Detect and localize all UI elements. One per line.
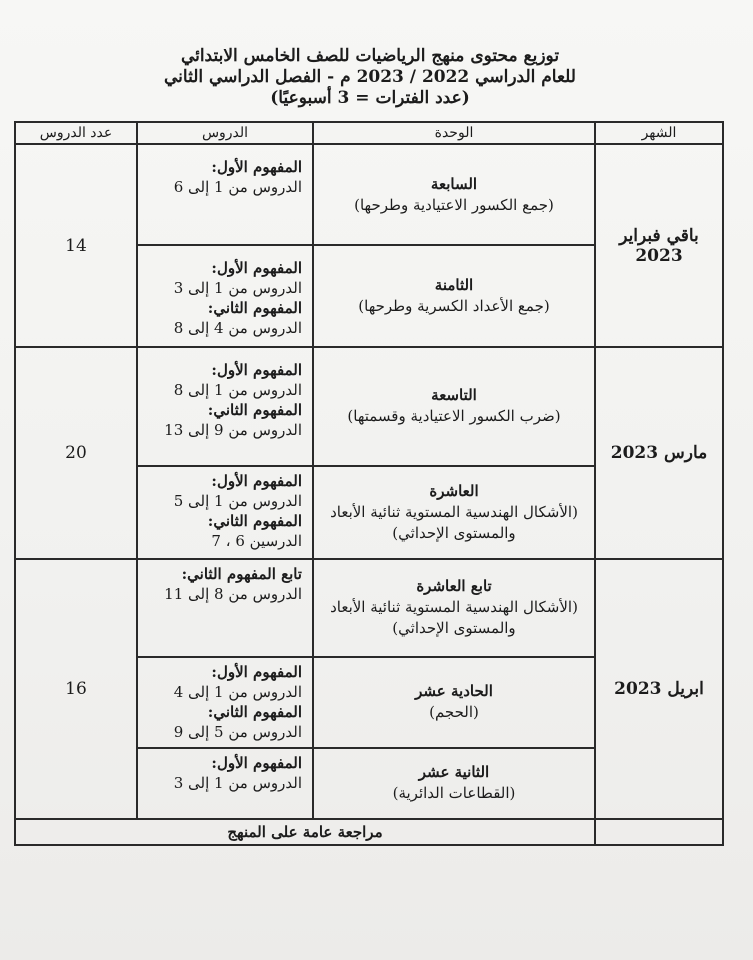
concept-label: المفهوم الثاني:: [207, 401, 302, 420]
lesson-range: الدرسين 6 ، 7: [211, 531, 302, 550]
unit-name: التاسعة: [431, 386, 477, 405]
lesson-range: الدروس من 1 إلى 6: [173, 178, 302, 196]
count-cell: 20: [15, 347, 137, 558]
concept-label: المفهوم الأول:: [211, 753, 302, 772]
lessons-cell: [137, 245, 313, 347]
unit-topic: (جمع الكسور الاعتيادية وطرحها): [354, 195, 554, 214]
lesson-range: الدروس من 8 إلى 11: [164, 584, 302, 603]
concept-label: المفهوم الأول:: [211, 158, 302, 176]
lesson-range: الدروس من 1 إلى 8: [173, 381, 302, 400]
lessons-cell: [137, 466, 313, 559]
lesson-range: الدروس من 1 إلى 3: [173, 773, 302, 792]
concept-label: المفهوم الأول:: [211, 361, 302, 380]
unit-cell: [313, 347, 595, 465]
unit-cell: [313, 245, 595, 347]
unit-cell: [313, 144, 595, 245]
count-cell: 14: [15, 144, 137, 347]
lesson-range: الدروس من 1 إلى 4: [173, 682, 302, 701]
concept-label: المفهوم الأول:: [211, 662, 302, 681]
month-cell: باقي فبراير 2023: [595, 144, 723, 347]
table-row: [15, 559, 723, 657]
month-cell: ابريل 2023: [595, 559, 723, 819]
unit-topic-2: والمستوى الإحداثي): [392, 619, 516, 638]
header-month: الشهر: [595, 122, 723, 144]
unit-name: تابع العاشرة: [416, 577, 492, 596]
concept-label: المفهوم الأول:: [211, 471, 302, 490]
concept-label: المفهوم الثاني:: [207, 511, 302, 530]
title-line-1: توزيع محتوى منهج الرياضيات للصف الخامس الابتدائي: [180, 46, 560, 66]
header-unit: الوحدة: [313, 122, 595, 144]
unit-cell: [313, 466, 595, 559]
unit-topic: (الأشكال الهندسية المستوية ثنائية الأبعاد: [330, 598, 578, 617]
unit-name: الحادية عشر: [415, 682, 493, 701]
header-row: [15, 122, 723, 144]
unit-topic: (جمع الأعداد الكسرية وطرحها): [358, 297, 550, 316]
curriculum-table: [14, 121, 724, 846]
unit-name: الثانية عشر: [418, 763, 490, 782]
unit-name: السابعة: [430, 174, 478, 193]
lesson-range: الدروس من 4 إلى 8: [173, 319, 302, 338]
unit-topic: (ضرب الكسور الاعتيادية وقسمتها): [347, 407, 561, 426]
lessons-cell: [137, 559, 313, 657]
concept-label: المفهوم الثاني:: [207, 299, 302, 318]
month-cell: مارس 2023: [595, 347, 723, 558]
table-row: [15, 347, 723, 465]
unit-cell: [313, 657, 595, 748]
lessons-cell: [137, 748, 313, 819]
concept-label: المفهوم الثاني:: [207, 702, 302, 721]
unit-topic: (الأشكال الهندسية المستوية ثنائية الأبعاد: [330, 502, 578, 521]
lesson-range: الدروس من 1 إلى 3: [173, 279, 302, 298]
footer-row: [15, 819, 723, 845]
unit-name: العاشرة: [429, 481, 479, 500]
header-lessons: الدروس: [137, 122, 313, 144]
count-cell: 16: [15, 559, 137, 819]
unit-name: الثامنة: [434, 276, 474, 295]
concept-label: تابع المفهوم الثاني:: [181, 564, 302, 583]
table-row: [15, 144, 723, 245]
concept-label: المفهوم الأول:: [211, 259, 302, 278]
lesson-range: الدروس من 9 إلى 13: [164, 421, 302, 440]
unit-cell: [313, 748, 595, 819]
header-count: عدد الدروس: [15, 122, 137, 144]
lessons-cell: [137, 144, 313, 245]
lessons-cell: [137, 347, 313, 465]
lesson-range: الدروس من 1 إلى 5: [173, 491, 302, 510]
footer-review: مراجعة عامة على المنهج: [15, 819, 595, 845]
title-line-2: للعام الدراسي 2022 / 2023 م - الفصل الدراسي الثاني: [163, 67, 576, 87]
unit-topic-2: والمستوى الإحداثي): [392, 523, 516, 542]
lessons-cell: [137, 657, 313, 748]
unit-cell: [313, 559, 595, 657]
unit-topic: (القطاعات الدائرية): [392, 784, 516, 803]
title-line-3: (عدد الفترات = 3 أسبوعيًا): [270, 88, 470, 108]
lesson-range: الدروس من 5 إلى 9: [173, 722, 302, 741]
unit-topic: (الحجم): [429, 703, 479, 722]
footer-month-spacer: [595, 819, 723, 845]
document-title: [150, 46, 590, 109]
